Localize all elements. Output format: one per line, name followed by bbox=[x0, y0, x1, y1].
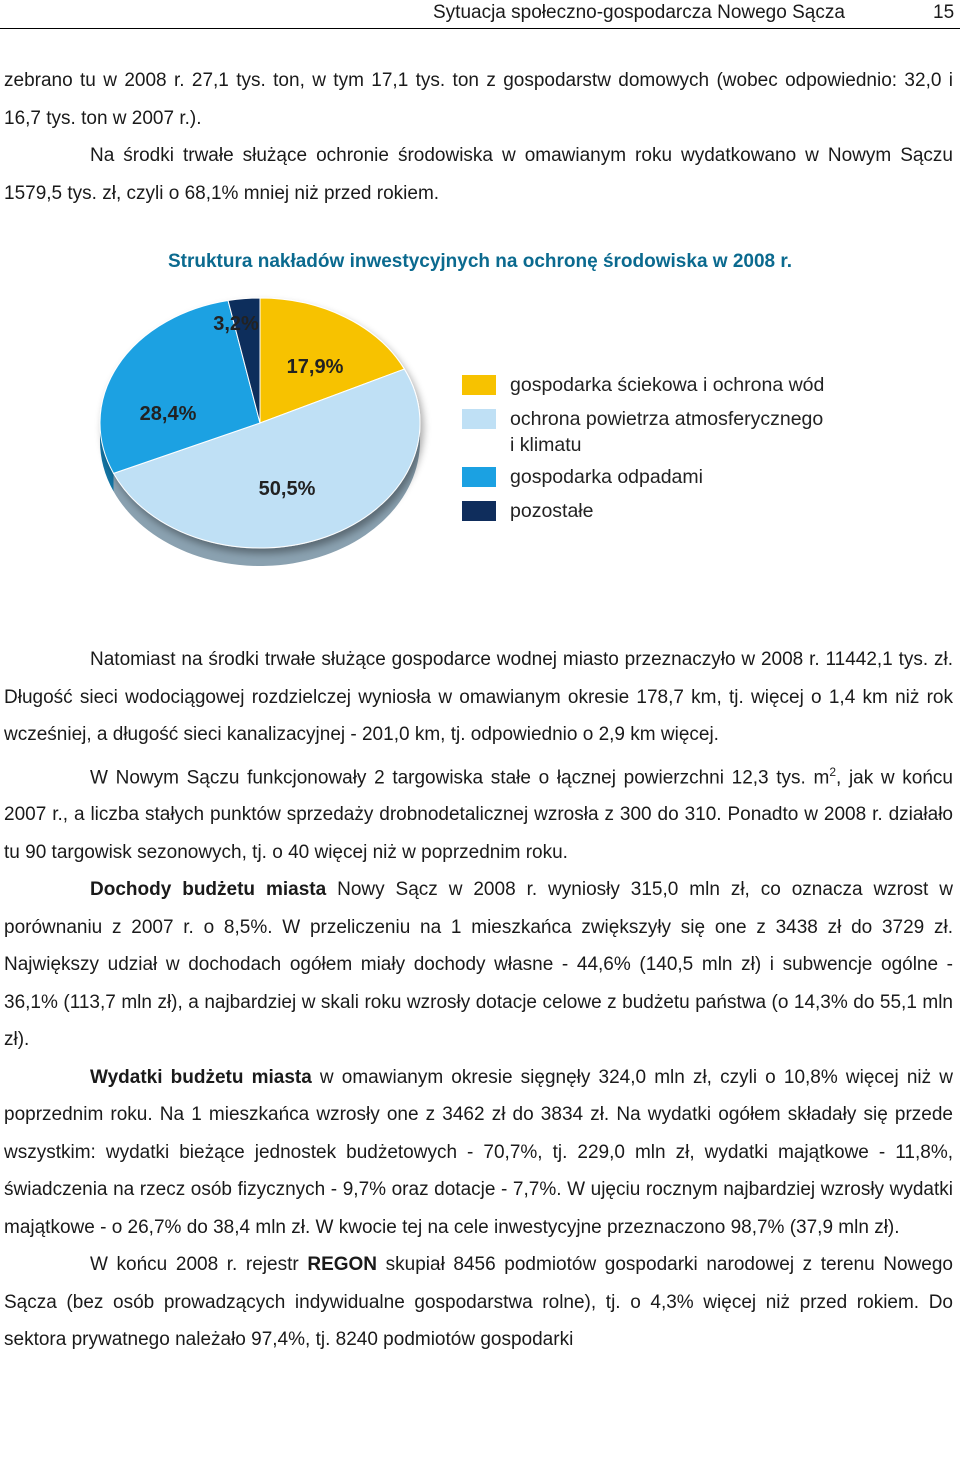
markets-text-start: W Nowym Sączu funkcjonowały 2 targowiska stałe o łącznej powierzchni 12,3 tys. m bbox=[90, 766, 830, 788]
intro-text bbox=[4, 62, 953, 212]
legend-label-other: pozostałe bbox=[510, 500, 594, 522]
legend-swatch-air bbox=[462, 409, 496, 429]
pie-chart bbox=[80, 290, 440, 590]
legend-label-sewage: gospodarka ściekowa i ochrona wód bbox=[510, 374, 825, 396]
budget-income-heading: Dochody budżetu miasta bbox=[90, 879, 327, 901]
legend-label-air bbox=[510, 406, 910, 458]
paragraph-budget-expenses bbox=[4, 1059, 953, 1247]
legend-label-air-line1: ochrona powietrza atmosferycznego bbox=[510, 408, 824, 430]
legend-swatch-waste bbox=[462, 467, 496, 487]
slice-label-other: 3,2% bbox=[213, 313, 259, 335]
chart-title: Struktura nakładów inwestycyjnych na ochronę środowiska w 2008 r. bbox=[167, 251, 793, 272]
page-header bbox=[0, 0, 960, 29]
legend-label-air-line2: i klimatu bbox=[510, 434, 582, 456]
chart-legend bbox=[462, 370, 912, 530]
budget-expenses-heading: Wydatki budżetu miasta bbox=[90, 1066, 312, 1088]
page-number: 15 bbox=[933, 2, 955, 23]
regon-keyword: REGON bbox=[307, 1254, 378, 1276]
header-title: Sytuacja społeczno-gospodarcza Nowego Sącza bbox=[433, 2, 845, 23]
slice-label-air: 50,5% bbox=[258, 478, 316, 500]
regon-text-start: W końcu 2008 r. rejestr bbox=[90, 1254, 308, 1276]
regon-text-end: skupiał 8456 podmiotów gospodarki narodowej z terenu Nowego Sącza (bez osób prowadzących indywidualne gospodarstwa rolne), tj. o 4,3% więcej niż przed rokiem. Do sektora prywatnego należało 97,4%, tj. 8240 podmiotów gospodarki bbox=[4, 1254, 953, 1351]
legend-label-waste: gospodarka odpadami bbox=[510, 466, 703, 488]
paragraph-markets bbox=[4, 754, 953, 872]
paragraph-regon bbox=[4, 1246, 953, 1359]
legend-swatch-sewage bbox=[462, 375, 496, 395]
slice-label-waste: 28,4% bbox=[139, 403, 197, 425]
paragraph-waste: zebrano tu w 2008 r. 27,1 tys. ton, w tym 17,1 tys. ton z gospodarstw domowych (wobec odpowiednio: 32,0 i 16,7 tys. ton w 2007 r.). bbox=[4, 70, 953, 129]
paragraph-budget-income bbox=[4, 871, 953, 1059]
area-unit-superscript: 2 bbox=[829, 764, 837, 779]
legend-item-waste bbox=[462, 462, 912, 496]
legend-item-air bbox=[462, 404, 912, 462]
paragraph-environment-spending: Na środki trwałe służące ochronie środowiska w omawianym roku wydatkowano w Nowym Sączu 1579,5 tys. zł, czyli o 68,1% mniej niż przed rokiem. bbox=[4, 145, 953, 204]
body-text bbox=[4, 641, 953, 1359]
legend-item-sewage bbox=[462, 370, 912, 404]
legend-swatch-other bbox=[462, 501, 496, 521]
budget-income-text: Nowy Sącz w 2008 r. wyniosły 315,0 mln zł, co oznacza wzrost w porównaniu z 2007 r. o 8,5%. W przeliczeniu na 1 mieszkańca zwiększyły się one z 3438 zł do 3729 zł. Największy udział w dochodach ogółem miały dochody własne - 44,6% (140,5 mln zł) i subwencje ogólne - 36,1% (113,7 mln zł), a najbardziej w skali roku wzrosły dotacje celowe z budżetu państwa (o 14,3% do 55,1 mln zł). bbox=[4, 879, 953, 1051]
budget-expenses-text: w omawianym okresie sięgnęły 324,0 mln zł, czyli o 10,8% więcej niż w poprzednim roku. Na 1 mieszkańca wzrosły one z 3462 zł do 3834 zł. Na wydatki ogółem składały się przede wszystkim: wydatki bieżące jednostek budżetowych - 70,7%, tj. 229,0 mln zł, wydatki majątkowe - 11,8%, świadczenia na rzecz osób fizycznych - 9,7% oraz dotacje - 7,7%. W ujęciu rocznym najbardziej wzrosły wydatki majątkowe - o 26,7% do 38,4 mln zł. W kwocie tej na cele inwestycyjne przeznaczono 98,7% (37,9 mln zł). bbox=[4, 1066, 953, 1238]
markets-text-end: , jak w końcu 2007 r., a liczba stałych punktów sprzedaży drobnodetalicznej wzrosła z 300 do 310. Ponadto w 2008 r. działało tu 90 targowisk sezonowych, tj. o 40 więcej niż w poprzednim roku. bbox=[4, 766, 954, 863]
slice-label-sewage: 17,9% bbox=[286, 356, 344, 378]
paragraph-water-management: Natomiast na środki trwałe służące gospodarce wodnej miasto przeznaczyło w 2008 r. 11442,1 tys. zł. Długość sieci wodociągowej rozdzielczej wyniosła w omawianym okresie 178,7 km, tj. więcej o 1,4 km niż rok wcześniej, a długość sieci kanalizacyjnej - 201,0 km, tj. odpowiednio o 2,9 km więcej. bbox=[4, 649, 953, 745]
legend-item-other bbox=[462, 496, 912, 530]
